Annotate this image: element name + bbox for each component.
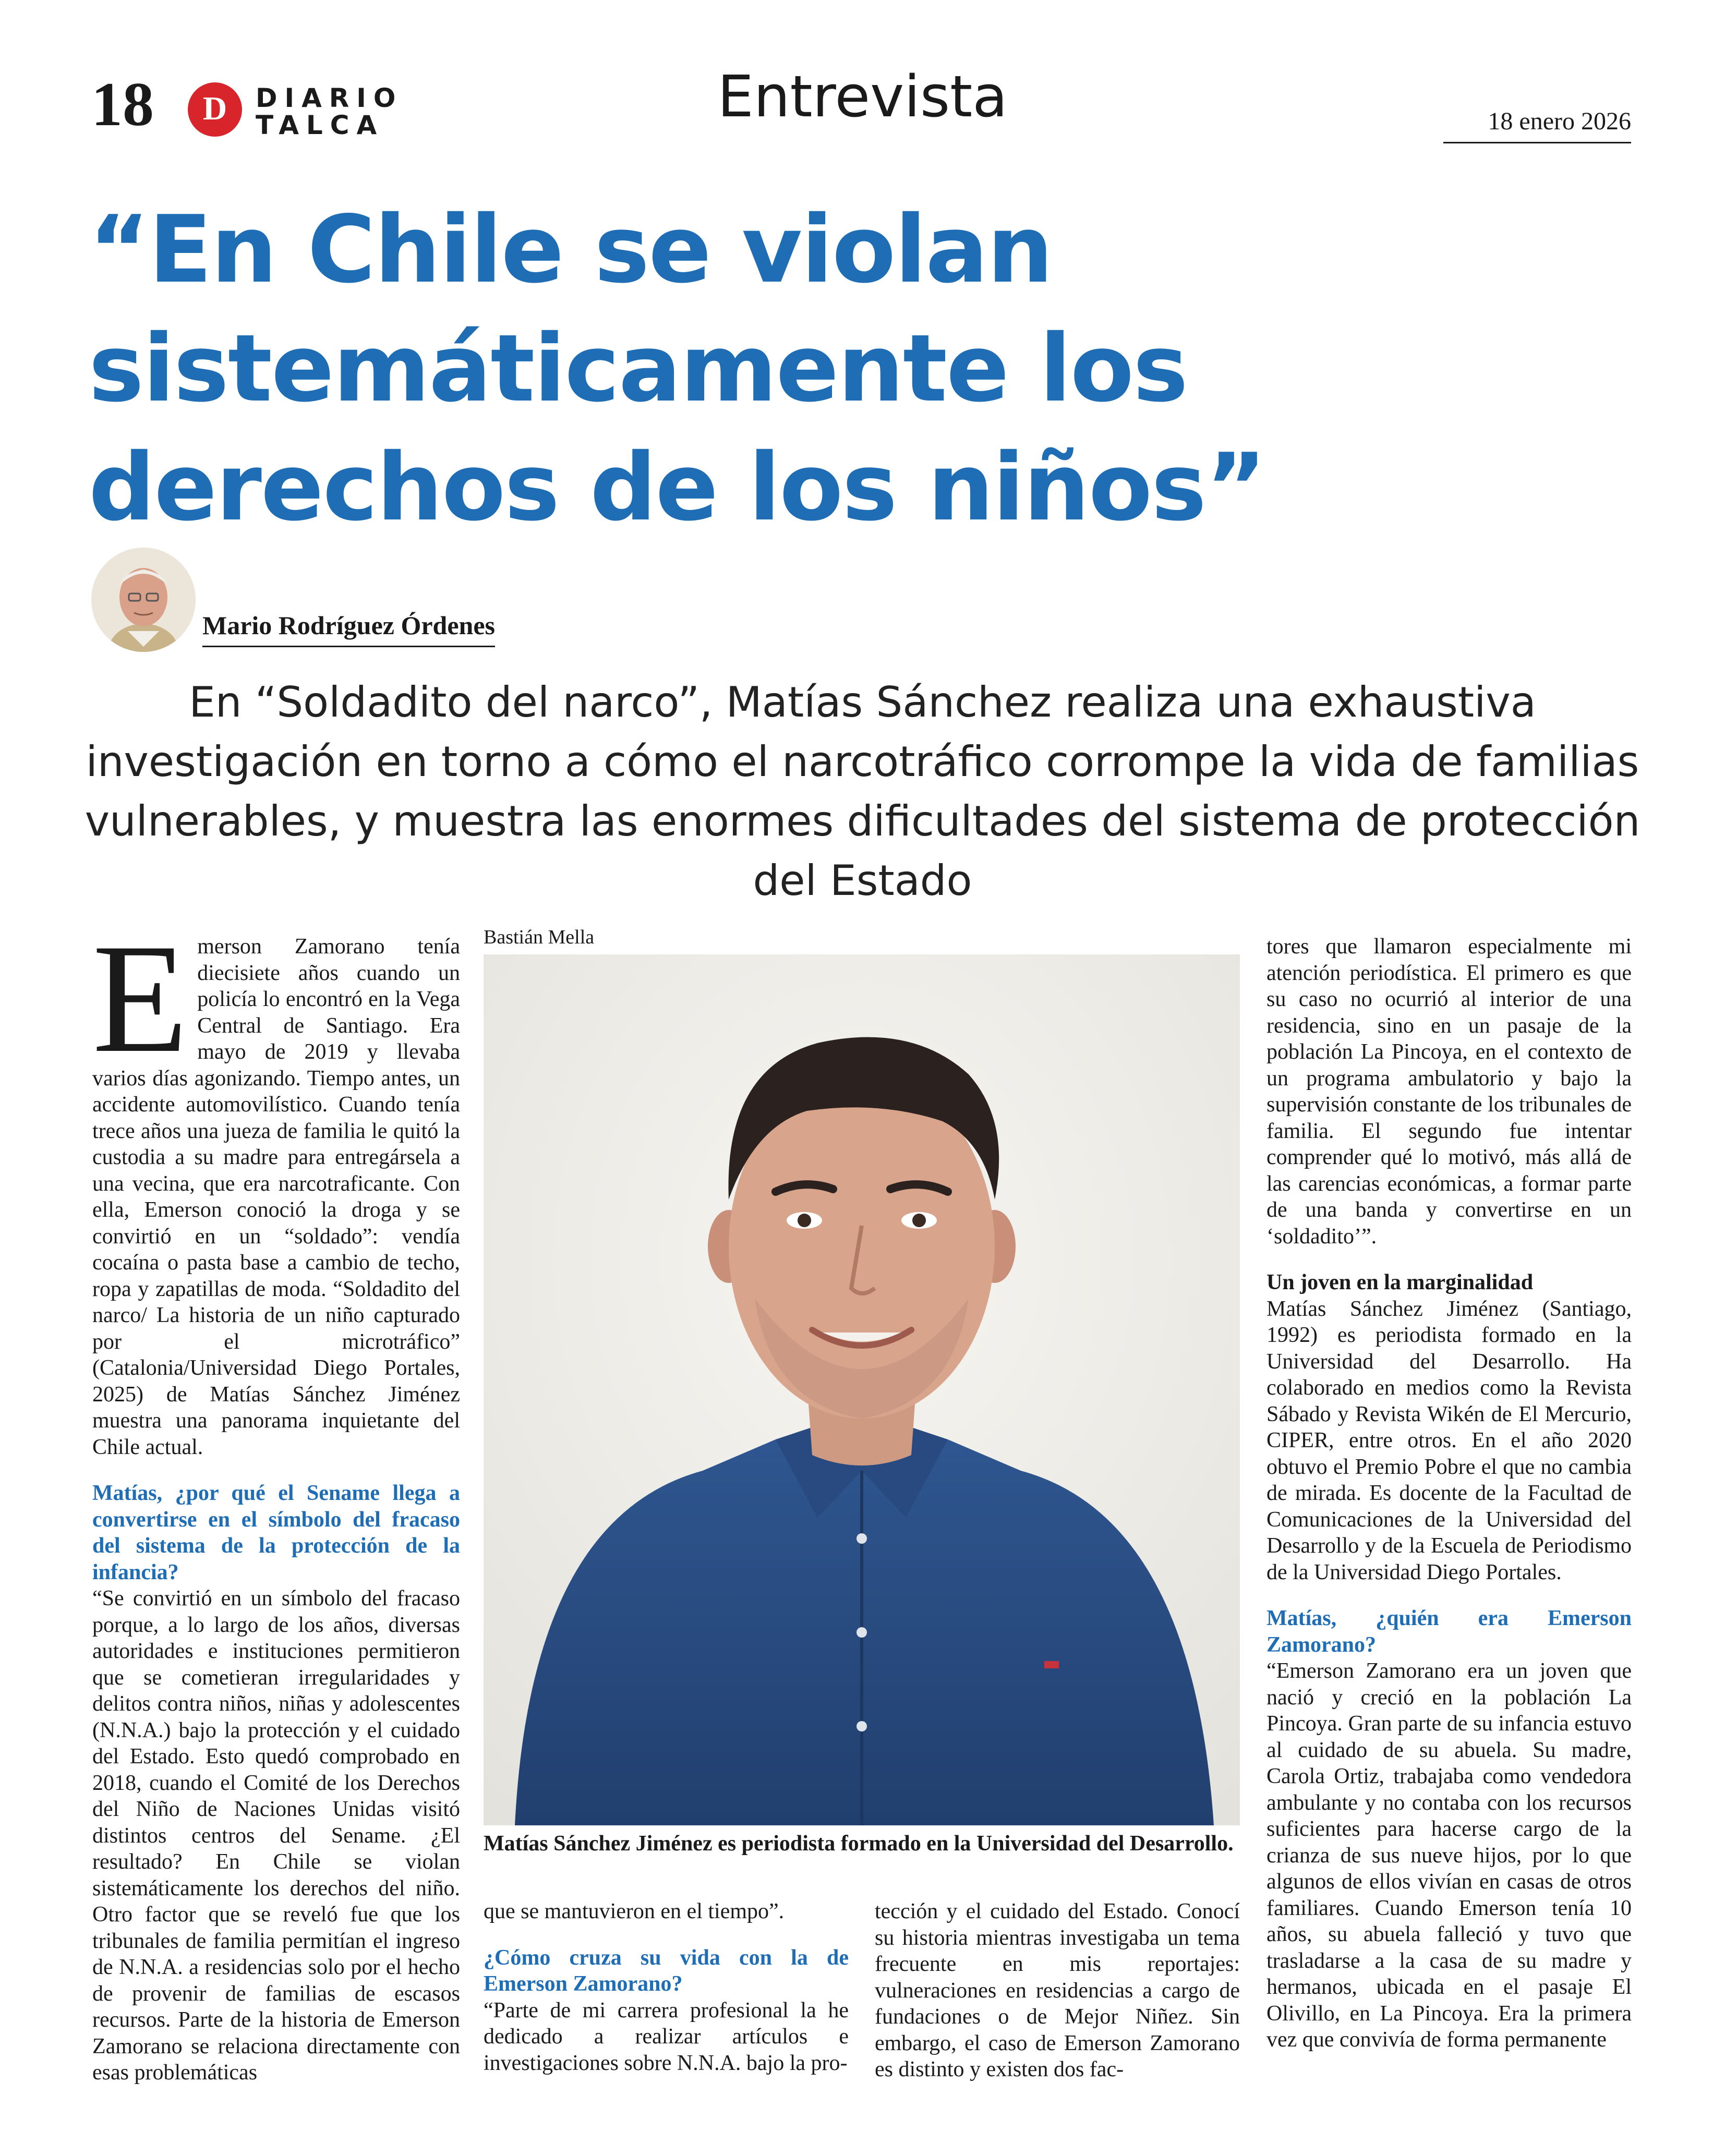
logo-mark-icon: D	[188, 82, 242, 137]
question-2: ¿Cómo cruza su vida con la de Emerson Zamorano?	[484, 1945, 849, 1996]
intro-paragraph: merson Zamorano tenía diecisiete años cuando un policía lo encontró en la Vega Central de Santiago. Era mayo de 2019 y llevaba varios días agonizando. Tiempo antes, un accidente automovilístico. Cuando tenía trece años una jueza de familia le quitó la custodia a su madre para entregársela a una vecina, que era narcotraficante. Con ella, Emerson conoció la droga y se convirtió en un “soldado”: vendía cocaína o pasta base a cambio de techo, ropa y zapatillas de moda. “Soldadito del narco/ La historia de un niño capturado por el microtráfico” (Catalonia/Universidad Diego Portales, 2025) de Matías Sánchez Jiménez muestra una panorama inquietante del Chile actual.	[92, 935, 460, 1459]
column-2	[484, 1898, 849, 2076]
photo-caption: Matías Sánchez Jiménez es periodista formado en la Universidad del Desarrollo.	[484, 1832, 1234, 1856]
headline: “En Chile se violan sistemáticamente los derechos de los niños”	[89, 196, 1266, 541]
page-number: 18	[91, 69, 154, 139]
question-1: Matías, ¿por qué el Sename llega a convertirse en el símbolo del fracaso del sistema de la protección de la infancia?	[92, 1481, 460, 1584]
column-2-continuation: que se mantuvieron en el tiempo”.	[484, 1899, 785, 1923]
answer-2: “Parte de mi carrera profesional la he dedicado a realizar artículos e investigaciones sobre N.N.A. bajo la pro-	[484, 1998, 849, 2075]
logo-line-1: DIARIO	[256, 83, 403, 113]
column-1	[92, 912, 460, 2086]
author-avatar	[91, 548, 196, 652]
issue-date: 18 enero 2026	[1443, 107, 1631, 143]
subheading: Un joven en la marginalidad	[1266, 1270, 1534, 1294]
column-4	[1266, 934, 1632, 2053]
photo-credit: Bastián Mella	[484, 926, 595, 948]
portrait-photo	[484, 954, 1240, 1825]
answer-1: “Se convirtió en un símbolo del fracaso porque, a lo largo de los años, diversas autoridades e instituciones permitieron que se cometieran irregularidades y delitos contra niños, niñas y adolescentes (N.N.A.) bajo la protección y el cuidado del Estado. Esto quedó comprobado en 2018, cuando el Comité de los Derechos del Niño de Naciones Unidas visitó distintos centros del Sename. ¿El resultado? En Chile se violan sistemáticamente los derechos del niño. Otro factor que se reveló fue que los tribunales de familia permitían el ingreso de N.N.A. a residencias solo por el hecho de provenir de familias de escasos recursos. Parte de la historia de Emerson Zamorano se relaciona directamente con esas problemáticas	[92, 1586, 460, 2085]
column-4-continuation: tores que llamaron especialmente mi atención periodística. El primero es que su caso no ocurrió al interior de una residencia, sino en un pasaje de la población La Pincoya, en el contexto de un programa ambulatorio y bajo la supervisión constante de los tribunales de familia. El segundo fue intentar comprender qué lo motivó, más allá de las carencias económicas, a formar parte de una banda y convertirse en un ‘soldadito’”.	[1266, 935, 1632, 1249]
answer-3: “Emerson Zamorano era un joven que nació y creció en la población La Pincoya. Gran parte de su infancia estuvo al cuidado de su abuela. Su madre, Carola Ortiz, trabajaba como vendedora ambulante y no contaba con los recursos suficientes para hacerse cargo de la crianza de sus nueve hijos, por lo que algunos de ellos vivían en casas de otros familiares. Cuando Emerson tenía 10 años, su abuela falleció y tuvo que trasladarse a la casa de su madre y hermanos, ubicada en el pasaje El Olivillo, en La Pincoya. Era la primera vez que convivía de forma permanente	[1266, 1659, 1632, 2052]
column-3	[875, 1898, 1240, 2083]
article-deck: En “Soldadito del narco”, Matías Sánchez realiza una exhaustiva investigación en torno a cómo el narcotráfico corrompe la vida de familias vulnerables, y muestra las enormes dificultades del sistema de protección del Estado	[85, 678, 1640, 905]
logo-line-2: TALCA	[256, 110, 384, 140]
column-3-text: tección y el cuidado del Estado. Conocí su historia mientras investigaba un tema frecuente en mis reportajes: vulneraciones en residencias a cargo de fundaciones o de Mejor Niñez. Sin embargo, el caso de Emerson Zamorano es distinto y existen dos fac-	[875, 1899, 1240, 2081]
author-bio: Matías Sánchez Jiménez (Santiago, 1992) es periodista formado en la Universidad del Desarrollo. Ha colaborado en medios como la Revista Sábado y Revista Wikén de El Mercurio, CIPER, entre otros. En el año 2020 obtuvo el Premio Pobre el que no cambia de mirada. Es docente de la Facultad de Comunicaciones de la Universidad del Desarrollo y de la Escuela de Periodismo de la Universidad Diego Portales.	[1266, 1297, 1632, 1584]
question-3: Matías, ¿quién era Emerson Zamorano?	[1266, 1606, 1632, 1657]
drop-cap: E	[92, 912, 188, 1085]
author-name: Mario Rodríguez Órdenes	[202, 610, 495, 647]
section-title: Entrevista	[717, 63, 1008, 130]
